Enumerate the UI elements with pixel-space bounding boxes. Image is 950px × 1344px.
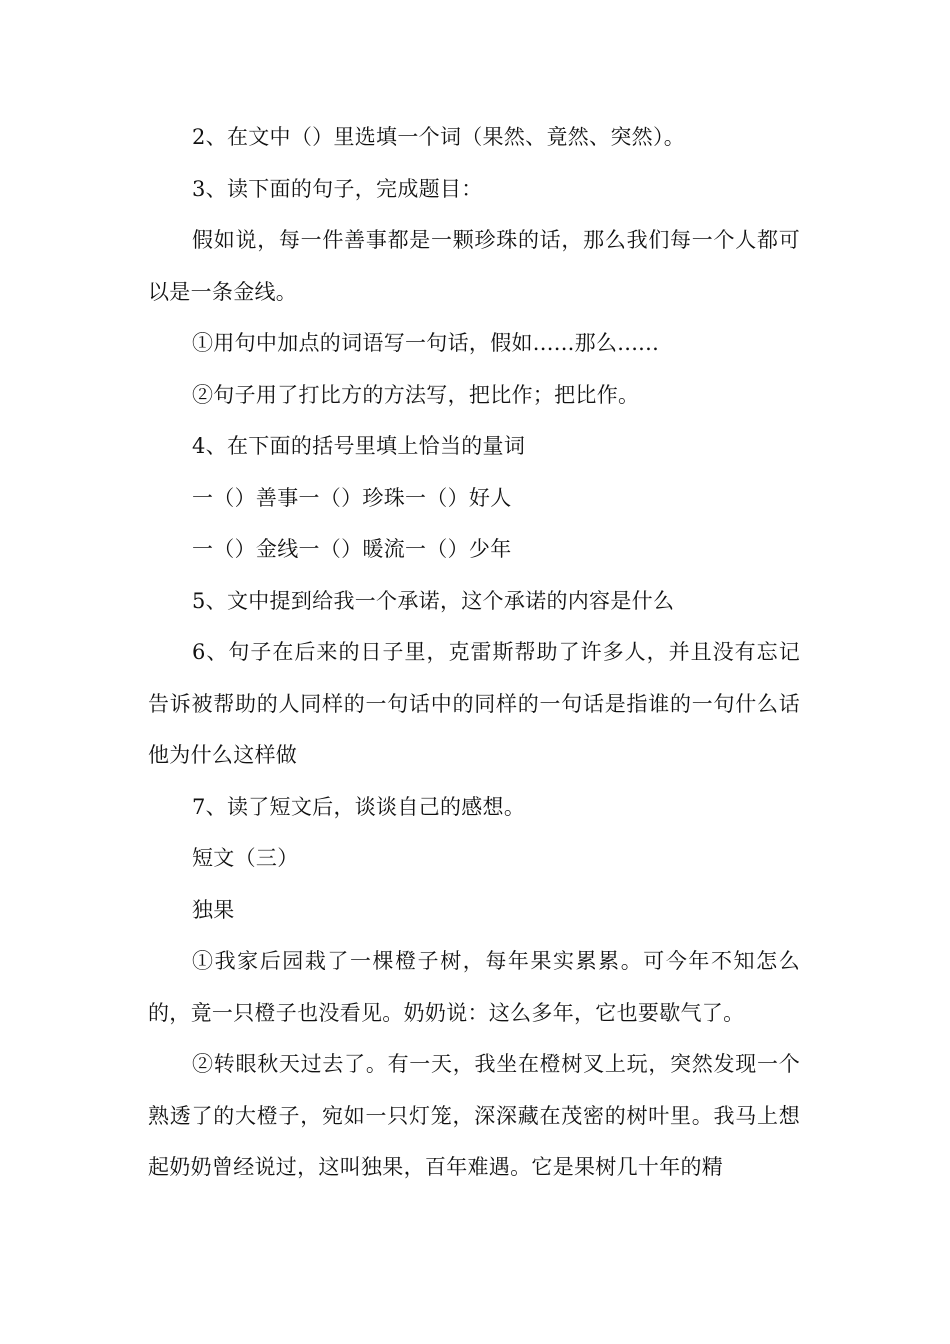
article-title: 独果 xyxy=(192,897,235,922)
article-paragraph-2: ②转眼秋天过去了。有一天，我坐在橙树叉上玩，突然发现一个熟透了的大橙子，宛如一只灯笼，深深藏在茂密的树叶里。我马上想起奶奶曾经说过，这叫独果，百年难遇。它是果树几十年的精 xyxy=(148,1052,800,1179)
question-3-part-1: ①用句中加点的词语写一句话，假如......那么...... xyxy=(192,331,660,355)
question-3: 3、读下面的句子，完成题目： xyxy=(192,176,483,201)
document-body xyxy=(148,112,800,1194)
section-heading: 短文（三） xyxy=(192,846,299,870)
question-3-part-2: ②句子用了打比方的方法写，把比作；把比作。 xyxy=(192,382,640,407)
question-2: 2、在文中（）里选填一个词（果然、竟然、突然）。 xyxy=(192,125,686,149)
measure-word-row-1: 一（）善事一（）珍珠一（）好人 xyxy=(192,485,512,510)
measure-word-row-2: 一（）金线一（）暖流一（）少年 xyxy=(192,537,512,561)
question-5: 5、文中提到给我一个承诺，这个承诺的内容是什么 xyxy=(192,588,675,613)
article-paragraph-1: ①我家后园栽了一棵橙子树，每年果实累累。可今年不知怎么的，竟一只橙子也没看见。奶奶说：这么多年，它也要歇气了。 xyxy=(148,949,800,1025)
quoted-sentence: 假如说，每一件善事都是一颗珍珠的话，那么我们每一个人都可以是一条金线。 xyxy=(148,228,800,304)
question-6: 6、句子在后来的日子里，克雷斯帮助了许多人，并且没有忘记告诉被帮助的人同样的一句话中的同样的一句话是指谁的一句什么话他为什么这样做 xyxy=(148,640,800,767)
question-4: 4、在下面的括号里填上恰当的量词 xyxy=(192,434,526,458)
question-7: 7、读了短文后，谈谈自己的感想。 xyxy=(192,794,526,819)
